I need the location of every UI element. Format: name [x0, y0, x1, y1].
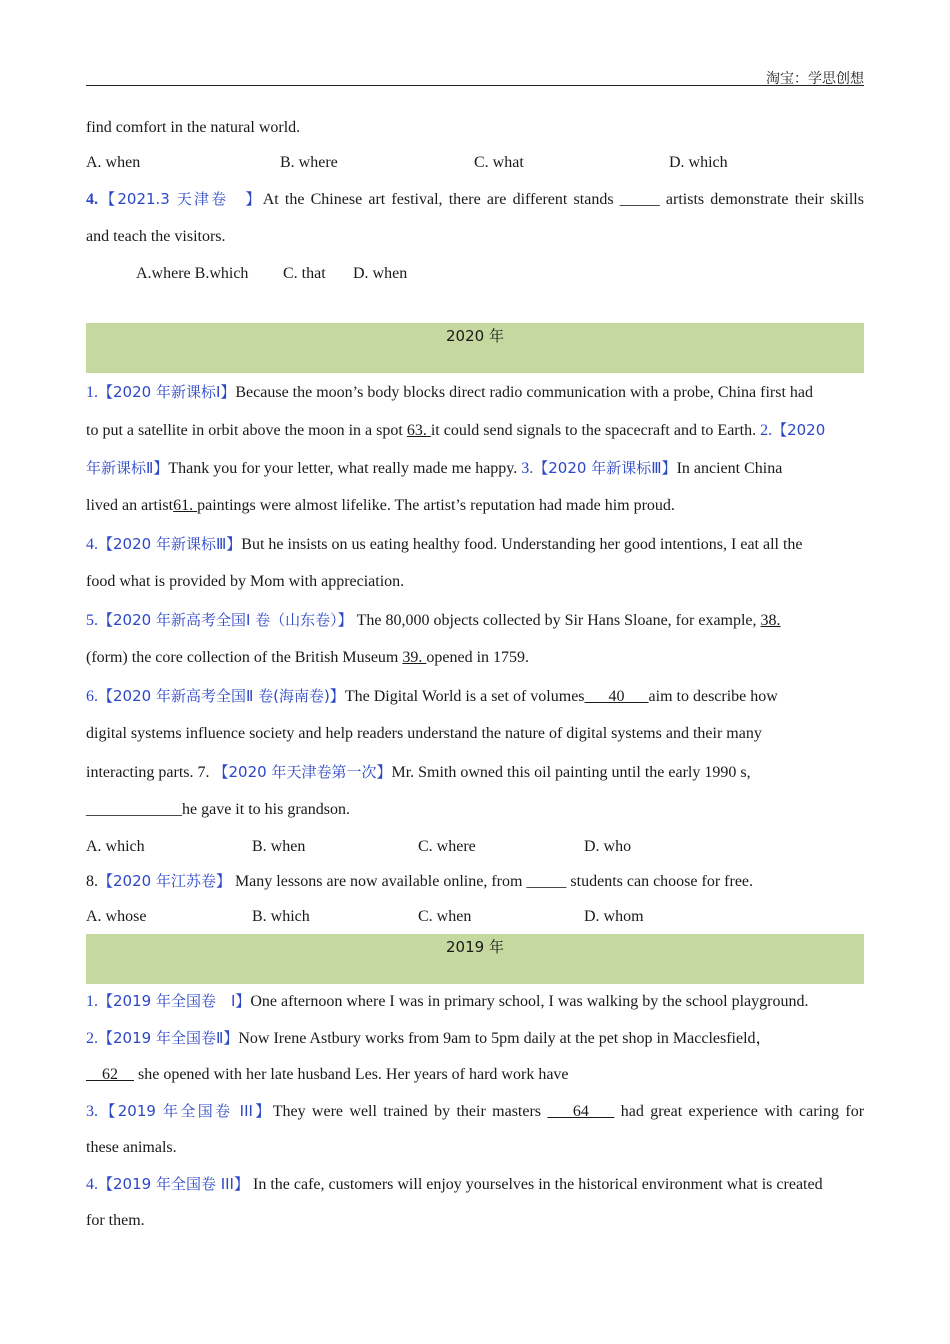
source-tag: 【2020 年新高考全国Ⅰ 卷（山东卷）】 [98, 611, 353, 629]
source-tag: 【2019 年全国卷 Ⅰ】 [98, 992, 251, 1010]
text-span: The Digital World is a set of volumes [344, 688, 585, 705]
option-a: A. whose [86, 908, 147, 925]
option-b: B. which [252, 908, 310, 925]
options-row-q4 [86, 256, 864, 291]
option-c: C. what [474, 154, 524, 171]
question-number: 8. [86, 873, 98, 890]
text-line [86, 984, 864, 1019]
blank: 38. [760, 612, 781, 629]
option-c: C. where [418, 838, 476, 855]
text-line [86, 487, 864, 525]
text-line: food what is provided by Mom with appreciation. [86, 573, 405, 590]
text-line [86, 1057, 864, 1092]
option-d: D. who [584, 838, 632, 855]
question-number: 4. [86, 1176, 98, 1193]
section-banner-2019 [86, 934, 864, 984]
question-number: 2. [760, 422, 773, 439]
question-number: 3. [86, 1103, 98, 1120]
question-number: 1. [86, 384, 98, 401]
blank: 63. [406, 422, 431, 439]
option-d: D. which [669, 154, 728, 171]
text-line: find comfort in the natural world. [86, 119, 301, 136]
text-span: Mr. Smith owned this oil painting until the early 1990 s, [391, 764, 751, 781]
text-line: these animals. [86, 1139, 177, 1156]
option-b: B. when [252, 838, 306, 855]
text-span: had great experience with caring for [614, 1103, 865, 1120]
blank: 39. [402, 649, 427, 666]
banner-title: 2019 年 [446, 938, 504, 956]
text-span: interacting parts. 7. [86, 764, 214, 781]
text-line [86, 1019, 864, 1057]
text-line [86, 601, 864, 639]
text-line [86, 411, 864, 449]
text-line [86, 753, 864, 791]
source-tag: 【2020 [772, 421, 826, 439]
blank: 62 [86, 1066, 134, 1083]
option-c: C. when [418, 908, 472, 925]
source-tag: 【2019 年全国卷Ⅱ】 [98, 1029, 239, 1047]
text-line [86, 1165, 864, 1203]
text-span: paintings were almost lifelike. The artist’s reputation had made him proud. [197, 497, 675, 514]
text-span: she opened with her late husband Les. Her years of hard work have [134, 1066, 569, 1083]
question-number: 1. [86, 993, 98, 1010]
text-span: lived an artist [86, 497, 174, 514]
source-tag: 【2021.3 天津卷 】 [98, 190, 263, 208]
question-text: Because the moon’s body blocks direct radio communication with a probe, China first had [235, 384, 814, 401]
source-tag: 【2020 年天津卷第一次】 [213, 763, 392, 781]
page-header-text: 淘宝：学思创想 [766, 71, 864, 87]
text-line [86, 864, 864, 899]
source-tag: 【2020 年新高考全国Ⅱ 卷(海南卷)】 [98, 687, 345, 705]
document-body [86, 110, 864, 1238]
blank: 64 [547, 1103, 615, 1120]
text-line [86, 791, 864, 829]
question-text: In the cafe, customers will enjoy yourselves in the historical environment what is created [248, 1176, 823, 1193]
text-line [86, 639, 864, 677]
text-line [86, 677, 864, 715]
text-span: The 80,000 objects collected by Sir Hans Sloane, for example, [352, 612, 761, 629]
text-line [86, 525, 864, 563]
source-tag: 【2019 年全国卷 III】 [98, 1102, 273, 1120]
blank: 40 [584, 688, 649, 705]
options-row-q8 [86, 899, 864, 934]
option-a: A. when [86, 154, 141, 171]
question-text: But he insists on us eating healthy food. Understanding her good intentions, I eat all the [241, 536, 803, 553]
option-d: D. whom [584, 908, 644, 925]
blank: ____________ [86, 801, 182, 818]
source-tag: 【2020 年新课标Ⅲ】 [533, 459, 677, 477]
source-tag: 【2020 年江苏卷】 [98, 872, 231, 890]
question-number: 3. [521, 460, 534, 477]
question-text: At the Chinese art festival, there are different stands _____ artists demonstrate their skills [262, 191, 864, 208]
text-span: it could send signals to the spacecraft and to Earth. [430, 422, 761, 439]
text-span: In ancient China [676, 460, 783, 477]
header-rule [86, 85, 864, 86]
text-line [86, 449, 864, 487]
question-number: 4. [86, 536, 98, 553]
text-span: (form) the core collection of the British Museum [86, 649, 403, 666]
question-number: 6. [86, 688, 98, 705]
options-row-q7 [86, 829, 864, 864]
option-d: D. when [353, 265, 408, 282]
question-number: 2. [86, 1030, 98, 1047]
question-4-line [86, 180, 864, 218]
options-row-q3 [86, 145, 864, 180]
text-span: opened in 1759. [426, 649, 530, 666]
section-banner-2020 [86, 323, 864, 373]
banner-title: 2020 年 [446, 327, 504, 345]
question-text: One afternoon where I was in primary school, I was walking by the school playground. [250, 993, 809, 1010]
question-number: 4. [86, 191, 98, 208]
question-text: Now Irene Astbury works from 9am to 5pm daily at the pet shop in Macclesfield， [238, 1030, 772, 1047]
text-span: aim to describe how [648, 688, 778, 705]
text-span: Thank you for your letter, what really made me happy. [168, 460, 522, 477]
text-line [86, 373, 864, 411]
source-tag: 【2020 年新课标Ⅲ】 [98, 535, 242, 553]
option-a: A. which [86, 838, 145, 855]
source-tag: 【2019 年全国卷 III】 [98, 1175, 249, 1193]
question-number: 5. [86, 612, 98, 629]
source-tag: 年新课标Ⅱ】 [86, 459, 169, 477]
source-tag: 【2020 年新课标Ⅰ】 [98, 383, 236, 401]
option-c: C. that [283, 265, 326, 282]
text-span: he gave it to his grandson. [182, 801, 350, 818]
text-span: They were well trained by their masters [272, 1103, 548, 1120]
text-line: digital systems influence society and help readers understand the nature of digital systems and their many [86, 725, 762, 742]
text-line: for them. [86, 1212, 145, 1229]
text-line: and teach the visitors. [86, 228, 226, 245]
question-text: Many lessons are now available online, from _____ students can choose for free. [230, 873, 754, 890]
blank: 61. [173, 497, 198, 514]
option-ab: A.where B.which [136, 265, 249, 282]
text-span: to put a satellite in orbit above the moon in a spot [86, 422, 407, 439]
text-line [86, 1092, 864, 1130]
option-b: B. where [280, 154, 338, 171]
